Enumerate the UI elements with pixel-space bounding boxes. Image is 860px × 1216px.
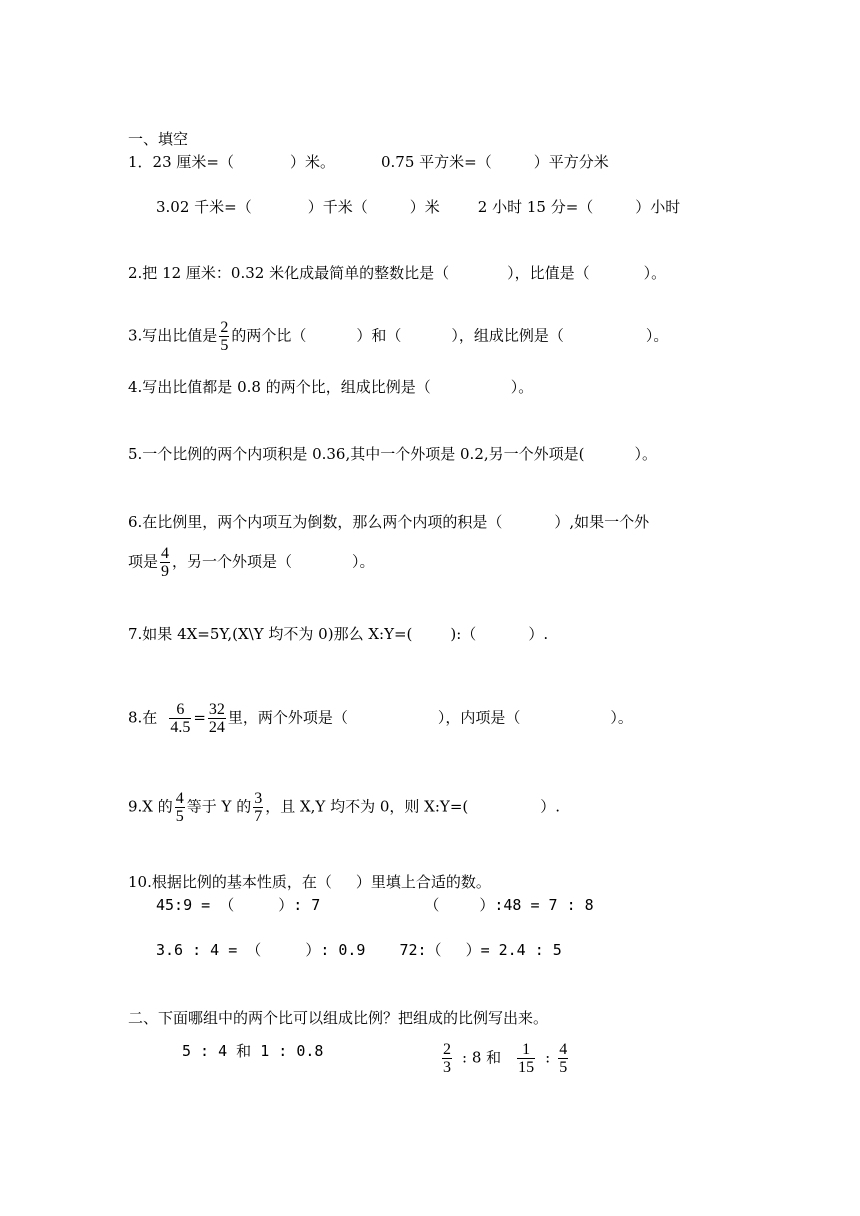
q1-text: ）千米（ [307, 198, 368, 216]
fraction-denominator: 24 [208, 719, 225, 736]
q6-text: ）,如果一个外 [554, 513, 650, 531]
q9-text: 9.X 的 [128, 797, 173, 816]
q9-text: 等于 Y 的 [186, 797, 252, 816]
q1-text: 3.02 千米=（ [156, 198, 252, 216]
q1-text: ）小时 [635, 198, 681, 216]
q10-text: ）里填上合适的数。 [355, 873, 491, 891]
question-4 [128, 377, 533, 397]
fraction [169, 701, 191, 736]
q5-text: 5.一个比例的两个内项积是 0.36,其中一个外项是 0.2,另一个外项是( [128, 445, 585, 463]
q1-text: 1．23 厘米=（ [128, 153, 234, 171]
q3-text: ），组成比例是（ [451, 326, 564, 345]
q8-text: 里，两个外项是（ [227, 708, 348, 727]
question-6-line-1 [128, 512, 649, 532]
q9-text: ）. [540, 797, 561, 816]
fraction-numerator: 1 [517, 1041, 535, 1059]
q8-text: ）。 [610, 708, 633, 727]
question-10-row-1 [156, 895, 594, 915]
equals-sign: = [193, 708, 206, 727]
fraction [160, 545, 170, 580]
question-3 [128, 319, 668, 354]
fraction-numerator: 4 [559, 1041, 568, 1058]
q10-text: ）: 7 [278, 896, 321, 914]
pair-text: : 8 和 [462, 1048, 502, 1067]
q6-text: 6.在比例里，两个内项互为倒数，那么两个内项的积是（ [128, 513, 503, 531]
q3-text: ）。 [645, 326, 669, 345]
q4-text: ）。 [510, 378, 534, 396]
fraction-numerator: 2 [220, 319, 229, 336]
q10-text: ）= 2.4 : 5 [465, 941, 562, 959]
q2-text: ），比值是（ [507, 264, 590, 282]
fraction-numerator: 32 [208, 701, 225, 718]
fraction-numerator: 6 [169, 701, 191, 719]
q6-text: ）。 [352, 552, 375, 571]
fraction-denominator: 5 [175, 808, 184, 825]
fraction-denominator: 5 [559, 1059, 568, 1076]
q10-text: ）: 0.9 [305, 941, 366, 959]
fraction-denominator: 3 [443, 1059, 451, 1076]
q3-text: ）和（ [356, 326, 402, 345]
q2-text: 2.把 12 厘米：0.32 米化成最简单的整数比是（ [128, 264, 450, 282]
fraction-numerator: 4 [175, 790, 184, 807]
q3-text: 3.写出比值是 [128, 326, 218, 345]
question-6-line-2 [128, 545, 375, 580]
fraction [253, 790, 263, 825]
q1-text: ）平方分米 [533, 153, 609, 171]
fraction [442, 1041, 452, 1076]
q1-text: 2 小时 15 分=（ [477, 198, 594, 216]
q10-text: 10.根据比例的基本性质，在（ [128, 873, 332, 891]
fraction-denominator: 7 [254, 808, 263, 825]
q8-text: 8.在 [128, 708, 158, 727]
section-1-title: 一、填空 [128, 130, 189, 148]
question-2 [128, 263, 666, 283]
question-1-line-1 [128, 152, 609, 172]
fraction [517, 1041, 535, 1076]
q9-text: ，且 X,Y 均不为 0，则 X:Y=( [265, 797, 469, 816]
colon: : [545, 1048, 551, 1067]
q1-text: ）米。 [289, 153, 335, 171]
question-7 [128, 624, 548, 644]
fraction-numerator: 3 [254, 790, 263, 807]
q7-text: ）. [528, 625, 549, 643]
q10-text: ）:48 = 7 : 8 [479, 896, 594, 914]
q7-text: ):（ [450, 625, 477, 643]
fraction-numerator: 2 [443, 1041, 451, 1058]
fraction-denominator: 5 [220, 337, 229, 354]
section-2-pair-2 [440, 1041, 570, 1076]
fraction-denominator: 4.5 [170, 719, 191, 736]
q10-text: 3.6 : 4 = （ [156, 941, 262, 959]
fraction [558, 1041, 568, 1076]
question-10-title [128, 872, 491, 892]
fraction-numerator: 4 [161, 545, 170, 562]
q4-text: 4.写出比值都是 0.8 的两个比，组成比例是（ [128, 378, 431, 396]
q1-text: 0.75 平方米=（ [380, 153, 492, 171]
fraction [219, 319, 229, 354]
question-8 [128, 701, 633, 736]
section-2-title: 二、下面哪组中的两个比可以组成比例？把组成的比例写出来。 [128, 1009, 549, 1027]
q10-text: 72:（ [399, 941, 442, 959]
q3-text: 的两个比（ [231, 326, 307, 345]
q10-text: 45:9 = （ [156, 896, 235, 914]
fraction-denominator: 9 [161, 563, 170, 580]
q6-text: 项是 [128, 552, 159, 571]
section-2-pair-1: 5 : 4 和 1 : 0.8 [182, 1042, 324, 1060]
q5-text: ）。 [634, 445, 658, 463]
q8-text: ），内项是（ [437, 708, 521, 727]
fraction [175, 790, 185, 825]
q7-text: 7.如果 4X=5Y,(X\Y 均不为 0)那么 X:Y=( [128, 625, 413, 643]
question-10-row-2 [156, 940, 562, 960]
q10-text: （ [424, 896, 440, 914]
fraction [208, 701, 226, 736]
q6-text: ，另一个外项是（ [172, 552, 293, 571]
q2-text: ）。 [643, 264, 667, 282]
fraction-denominator: 15 [518, 1059, 535, 1076]
q1-text: ）米 [409, 198, 440, 216]
question-9 [128, 790, 560, 825]
question-1-line-2 [156, 197, 680, 217]
question-5 [128, 444, 657, 464]
